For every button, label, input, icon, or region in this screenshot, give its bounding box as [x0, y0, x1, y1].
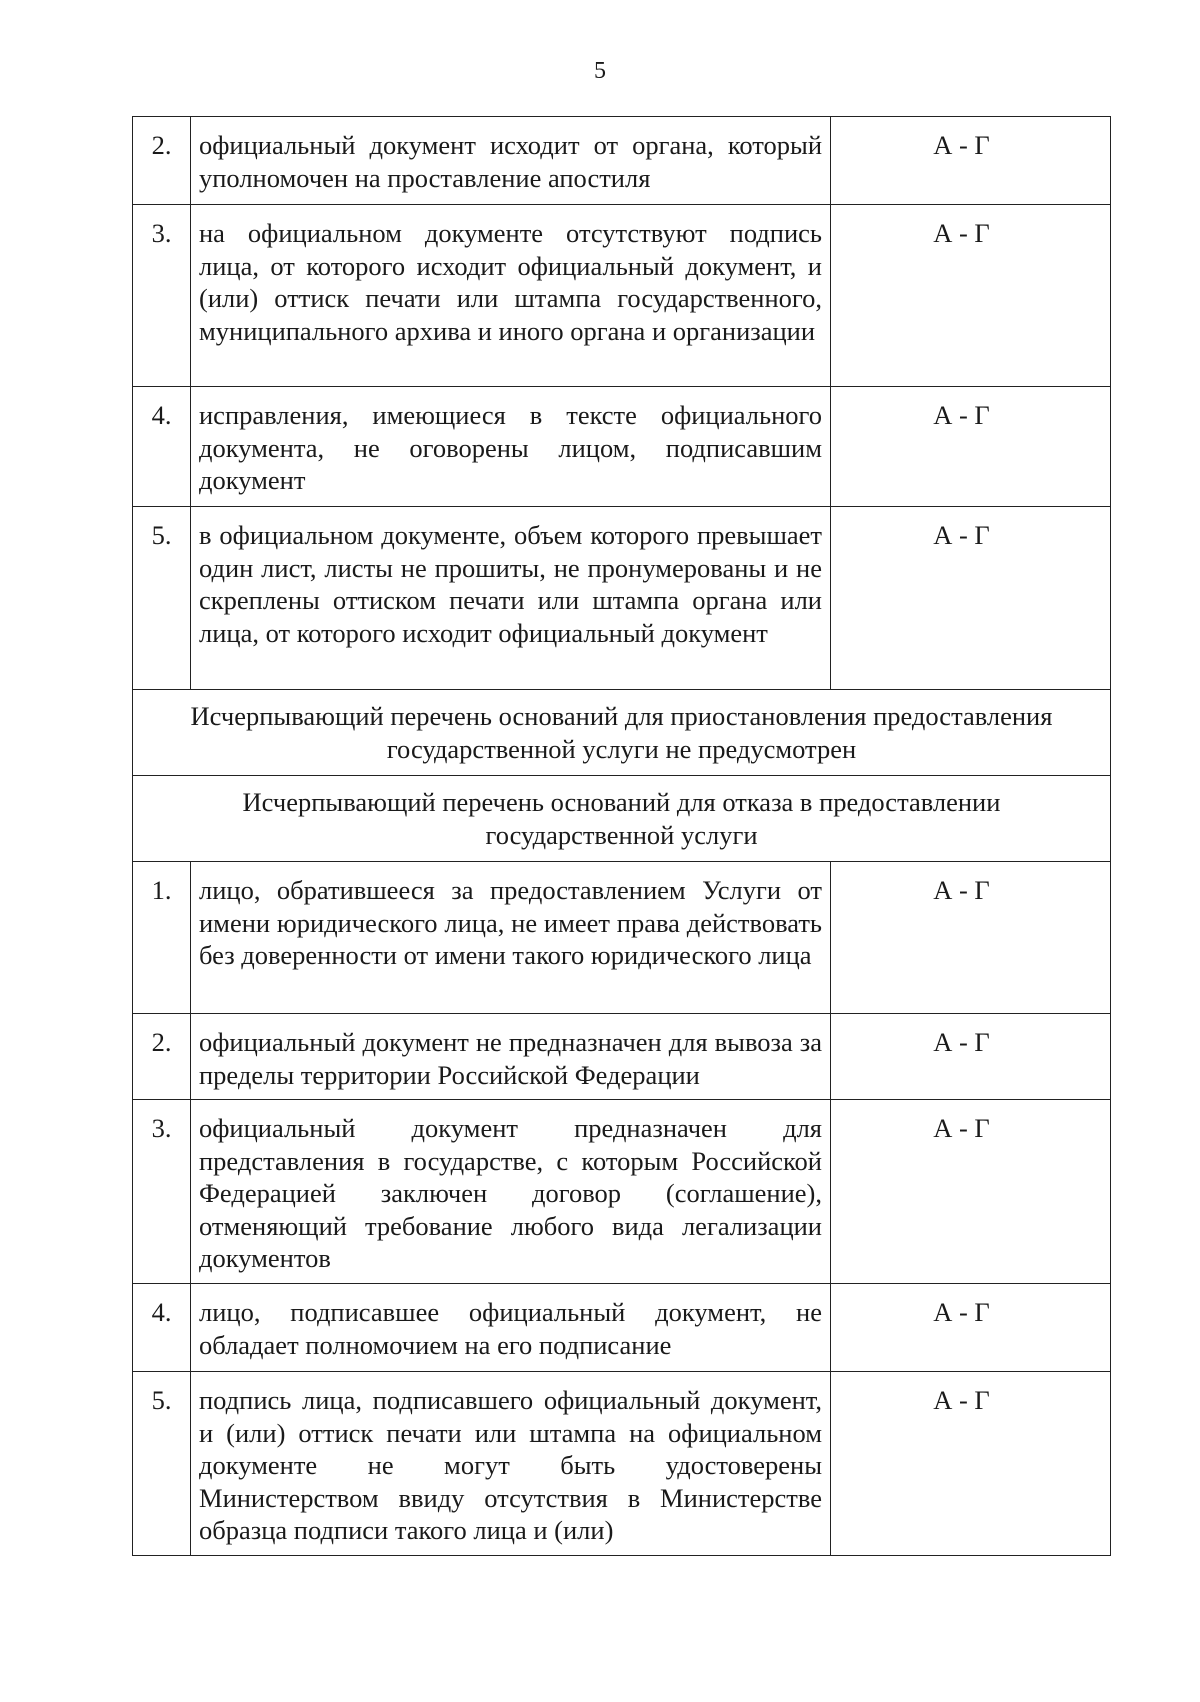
row-text: подпись лица, подписавшего официальный документ, и (или) оттиск печати или штампа на официальном документе не могут быть удостоверены Министерством ввиду отсутствия в Министерстве образца подписи такого лица и (или)	[191, 1372, 831, 1556]
row-code: А - Г	[831, 862, 1111, 1014]
page-number: 5	[594, 58, 606, 84]
row-number: 2.	[133, 1014, 191, 1100]
row-number: 5.	[133, 1372, 191, 1556]
table-row	[133, 507, 1111, 690]
row-number: 3.	[133, 1100, 191, 1284]
row-number: 4.	[133, 1284, 191, 1372]
section-row	[133, 776, 1111, 862]
section-heading-refusal: Исчерпывающий перечень оснований для отказа в предоставлении государственной услуги	[133, 776, 1111, 862]
table-row	[133, 1372, 1111, 1556]
row-number: 1.	[133, 862, 191, 1014]
table-row	[133, 205, 1111, 387]
row-text: лицо, обратившееся за предоставлением Услуги от имени юридического лица, не имеет права действовать без доверенности от имени такого юридического лица	[191, 862, 831, 1014]
row-text: в официальном документе, объем которого превышает один лист, листы не прошиты, не пронумерованы и не скреплены оттиском печати или штампа органа или лица, от которого исходит официальный документ	[191, 507, 831, 690]
row-number: 4.	[133, 387, 191, 507]
row-text: официальный документ предназначен для представления в государстве, с которым Российской Федерацией заключен договор (соглашение), отменяющий требование любого вида легализации документов	[191, 1100, 831, 1284]
grounds-table	[132, 116, 1111, 1556]
row-text: лицо, подписавшее официальный документ, не обладает полномочием на его подписание	[191, 1284, 831, 1372]
row-code: А - Г	[831, 117, 1111, 205]
row-number: 2.	[133, 117, 191, 205]
row-text: на официальном документе отсутствуют подпись лица, от которого исходит официальный документ, и (или) оттиск печати или штампа государственного, муниципального архива и иного органа и организации	[191, 205, 831, 387]
row-code: А - Г	[831, 1014, 1111, 1100]
table-row	[133, 117, 1111, 205]
row-code: А - Г	[831, 1100, 1111, 1284]
row-text: исправления, имеющиеся в тексте официального документа, не оговорены лицом, подписавшим документ	[191, 387, 831, 507]
section-row	[133, 690, 1111, 776]
row-code: А - Г	[831, 507, 1111, 690]
table-row	[133, 862, 1111, 1014]
table-row	[133, 387, 1111, 507]
section-heading-suspension: Исчерпывающий перечень оснований для приостановления предоставления государственной услуги не предусмотрен	[133, 690, 1111, 776]
row-text: официальный документ исходит от органа, который уполномочен на проставление апостиля	[191, 117, 831, 205]
row-code: А - Г	[831, 387, 1111, 507]
row-code: А - Г	[831, 1372, 1111, 1556]
row-number: 3.	[133, 205, 191, 387]
table-row	[133, 1100, 1111, 1284]
row-code: А - Г	[831, 1284, 1111, 1372]
row-code: А - Г	[831, 205, 1111, 387]
row-number: 5.	[133, 507, 191, 690]
row-text: официальный документ не предназначен для вывоза за пределы территории Российской Федерации	[191, 1014, 831, 1100]
table-row	[133, 1284, 1111, 1372]
table-row	[133, 1014, 1111, 1100]
